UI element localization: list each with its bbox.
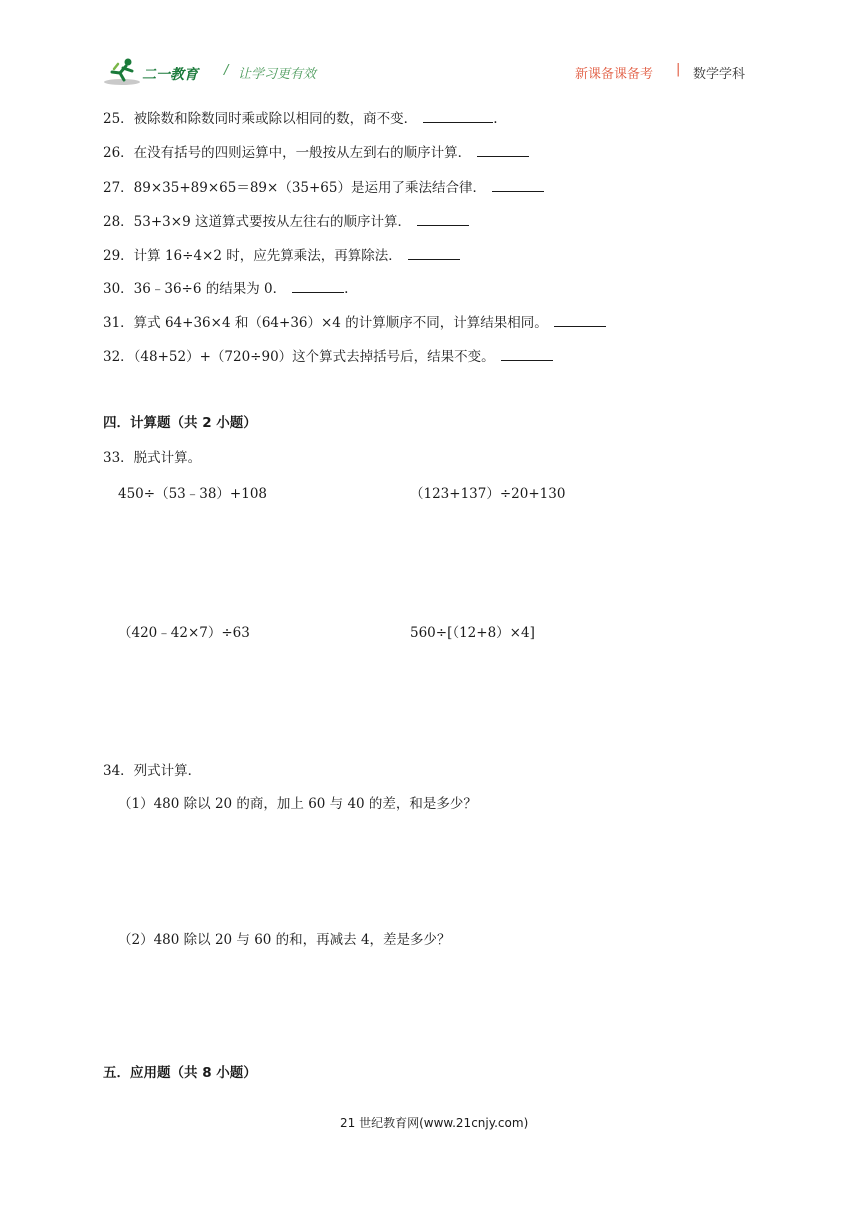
question-34-part-1: （1）480 除以 20 的商，加上 60 与 40 的差，和是多少？	[118, 796, 477, 812]
question-28: 28．53+3×9 这道算式要按从左往右的顺序计算．	[103, 210, 469, 230]
question-34-title: 34．列式计算．	[103, 763, 202, 779]
slogan-separator: /	[224, 63, 229, 78]
question-31: 31．算式 64+36×4 和（64+36）×4 的计算顺序不同，计算结果相同。	[103, 311, 606, 331]
answer-blank[interactable]	[408, 247, 460, 260]
header-divider: |	[676, 62, 681, 77]
question-33-title: 33．脱式计算。	[103, 450, 202, 466]
question-29: 29．计算 16÷4×2 时，应先算乘法，再算除法．	[103, 244, 460, 264]
expression-3: （420﹣42×7）÷63	[118, 625, 250, 641]
question-30: 30．36﹣36÷6 的结果为 0． .	[103, 281, 349, 297]
brand-name: 二一教育	[142, 67, 198, 83]
question-26: 26．在没有括号的四则运算中，一般按从左到右的顺序计算．	[103, 141, 529, 161]
question-34-part-2: （2）480 除以 20 与 60 的和，再减去 4，差是多少？	[118, 932, 451, 948]
expression-2: （123+137）÷20+130	[410, 486, 566, 502]
answer-blank[interactable]	[292, 280, 344, 293]
header-right-label: 新课备课备考	[575, 67, 654, 82]
runner-logo-icon	[102, 56, 142, 86]
question-32: 32．（48+52）+（720÷90）这个算式去掉括号后，结果不变。	[103, 345, 553, 365]
answer-blank[interactable]	[423, 110, 493, 123]
expression-4: 560÷[（12+8）×4]	[410, 625, 535, 641]
answer-blank[interactable]	[417, 213, 469, 226]
section-5-title: 五．应用题（共 8 小题）	[103, 1065, 257, 1081]
question-25: 25．被除数和除数同时乘或除以相同的数，商不变． .	[103, 111, 498, 127]
page-footer: 21 世纪教育网(www.21cnjy.com)	[340, 1116, 529, 1130]
answer-blank[interactable]	[492, 179, 544, 192]
answer-blank[interactable]	[477, 144, 529, 157]
slogan: 让学习更有效	[238, 67, 317, 82]
header-subject: 数学学科	[693, 67, 746, 82]
answer-blank[interactable]	[554, 314, 606, 327]
section-4-title: 四．计算题（共 2 小题）	[103, 415, 257, 431]
answer-blank[interactable]	[501, 348, 553, 361]
question-27: 27．89×35+89×65＝89×（35+65）是运用了乘法结合律．	[103, 176, 544, 196]
expression-1: 450÷（53﹣38）+108	[118, 486, 268, 502]
